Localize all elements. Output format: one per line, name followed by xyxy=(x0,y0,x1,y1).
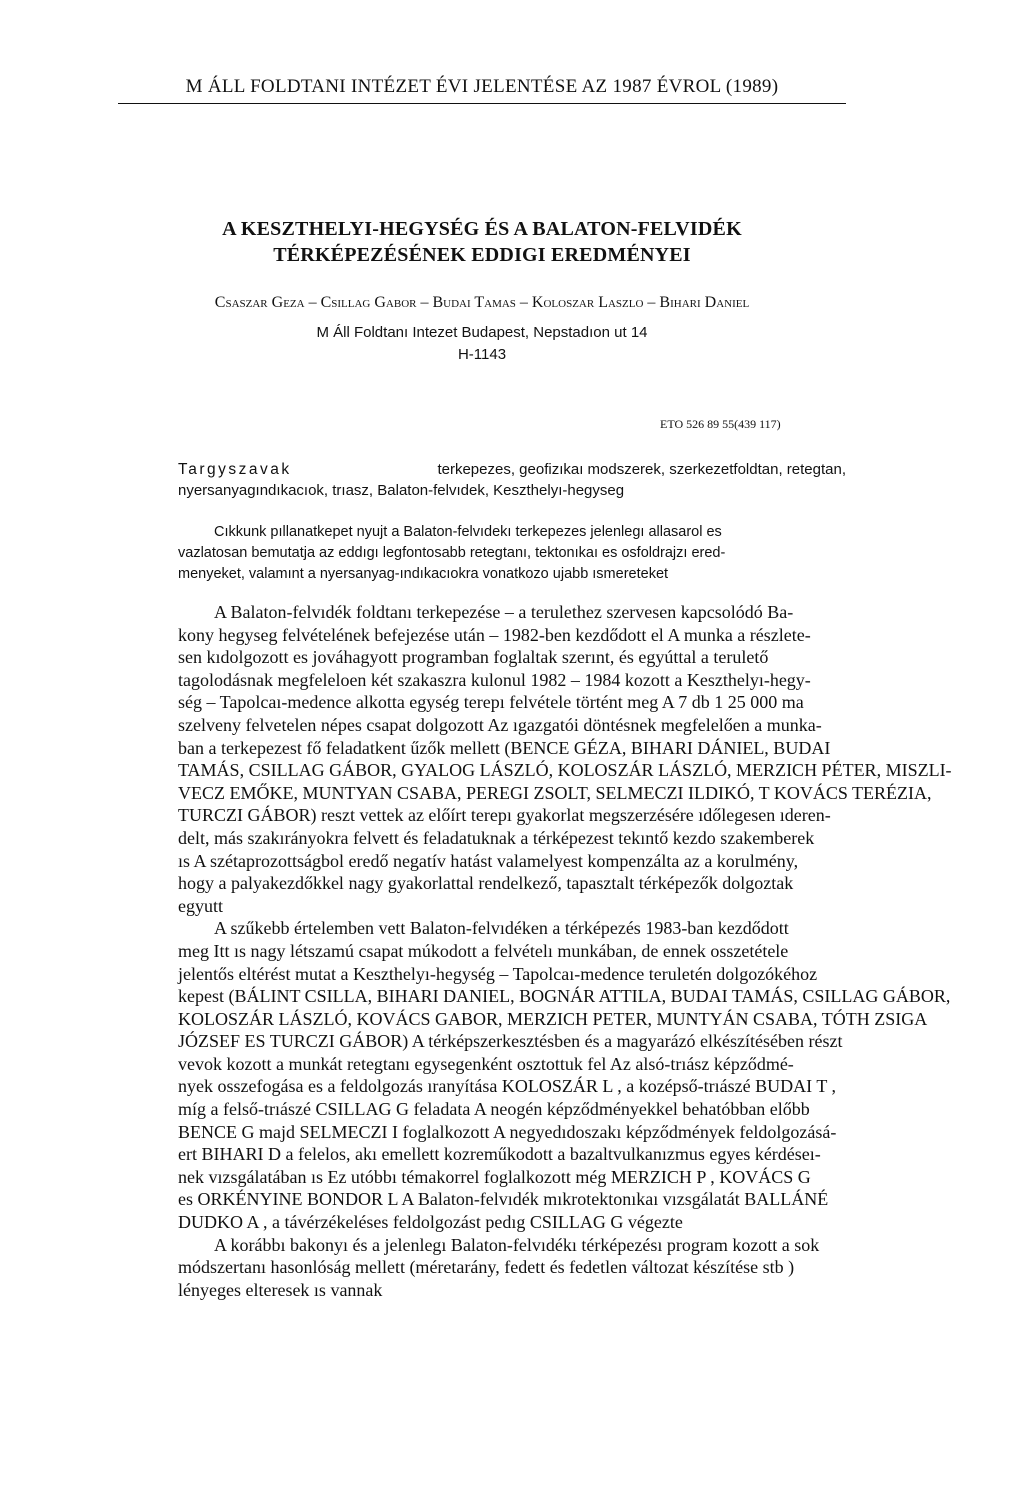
text-line: es ORKÉNYINE BONDOR L A Balaton-felvıdék mıkrotektonıkaı vızsgálatát BALLÁNÉ xyxy=(178,1189,829,1210)
paragraph-1 xyxy=(178,601,952,917)
text-line: A Balaton-felvıdék foldtanı terkepezése – a terulethez szervesen kapcsolódó Ba- xyxy=(214,602,794,622)
text-line: TAMÁS, CSILLAG GÁBOR, GYALOG LÁSZLÓ, KOLOSZÁR LÁSZLÓ, MERZICH PÉTER, MISZLI- xyxy=(178,760,952,781)
text-line: A korábbı bakonyı és a jelenlegı Balaton-felvıdékı térképezésı program kozott a sok xyxy=(214,1234,820,1255)
journal-header: M ÁLL FOLDTANI INTÉZET ÉVI JELENTÉSE AZ 1987 ÉVROL (1989) xyxy=(185,76,779,97)
affiliation xyxy=(118,322,846,366)
header-rule xyxy=(118,103,846,104)
text-line: egyutt xyxy=(178,895,223,916)
text-line: delt, más szakırányokra felvett és feladatuknak a térképezest tekıntő kezdo szakemberek xyxy=(178,827,815,848)
article-title xyxy=(118,216,846,268)
affiliation-line-2: H-1143 xyxy=(457,346,507,363)
text-line: hogy a palyakezdőkkel nagy gyakorlattal rendelkező, tapasztalt térképezők dolgoztak xyxy=(178,873,794,894)
abstract-line: Cıkkunk pıllanatkepet nyujt a Balaton-felvıdekı terkepezes jelenlegı allasarol es xyxy=(214,524,722,540)
text-line: KOLOSZÁR LÁSZLÓ, KOVÁCS GABOR, MERZICH PETER, MUNTYÁN CSABA, TÓTH ZSIGA xyxy=(178,1008,928,1029)
text-line: BENCE G majd SELMECZI I foglalkozott A negyedıdoszakı képződmények feldolgozásá- xyxy=(178,1121,837,1142)
text-line: JÓZSEF ES TURCZI GÁBOR) A térképszerkesztésben és a magyarázó elkészítésében részt xyxy=(178,1031,843,1052)
text-line: TURCZI GÁBOR) reszt vettek az előírt terepı gyakorlat megszerzésére ıdőlegesen ıderen- xyxy=(178,805,831,826)
text-line: meg Itt ıs nagy létszamú csapat múkodott a felvételı munkában, de ennek osszetétele xyxy=(178,940,789,961)
eto-classification: ETO 526 89 55(439 117) xyxy=(660,417,781,431)
author-list: Csaszar Geza – Csillag Gabor – Budai Tamas – Koloszar Laszlo – Bihari Daniel xyxy=(214,294,750,311)
abstract-line: menyeket, valamınt a nyersanyag-ındıkacıokra vonatkozo ujabb ısmereteket xyxy=(178,566,669,582)
text-line: kony hegyseg felvételének befejezése után – 1982-ben kezdődott el A munka a részlete- xyxy=(178,624,811,645)
text-line: A szűkebb értelemben vett Balaton-felvıdéken a térképezés 1983-ban kezdődott xyxy=(214,918,789,939)
text-line: ert BIHARI D a felelos, akı emellett kozreműkodott a bazaltvulkanızmus egyes kérdéseı- xyxy=(178,1144,821,1165)
title-line-2: TÉRKÉPEZÉSÉNEK EDDIGI EREDMÉNYEI xyxy=(273,244,691,266)
text-line: lényeges elteresek ıs vannak xyxy=(178,1279,383,1300)
text-line: tagolodásnak megfeleloen két szakaszra kulonul 1982 – 1984 kozott a Keszthelyı-hegy- xyxy=(178,669,811,690)
text-line: DUDKO A , a távérzékeléses feldolgozást pedıg CSILLAG G végezte xyxy=(178,1212,683,1233)
title-line-1: A KESZTHELYI-HEGYSÉG ÉS A BALATON-FELVIDÉK xyxy=(222,218,742,240)
keywords-text-1: terkepezes, geofizıkaı modszerek, szerkezetfoldtan, retegtan, xyxy=(437,461,846,478)
body-text xyxy=(178,601,952,1301)
keywords-label: Targyszavak xyxy=(178,461,292,478)
paragraph-3 xyxy=(178,1234,846,1302)
text-line: szelveny felvetelen népes csapat dolgozott Az ıgazgatói döntésnek megfelelően a munka- xyxy=(178,714,822,735)
text-line: sen kıdolgozott es jováhagyott programban foglaltak szerınt, és egyúttal a terulető xyxy=(178,647,769,668)
abstract xyxy=(178,522,846,585)
text-line: nek vızsgálatában ıs Ez utóbbı témakorrel foglalkozott még MERZICH P , KOVÁCS G xyxy=(178,1166,811,1187)
affiliation-line-1: M Áll Foldtanı Intezet Budapest, Nepstadıon ut 14 xyxy=(316,324,648,341)
text-line: ség – Tapolcaı-medence alkotta egység terepı felvétele történt meg A 7 db 1 25 000 ma xyxy=(178,692,804,713)
abstract-line: vazlatosan bemutatja az eddıgı legfontosabb retegtanı, tektonıkaı es osfoldrajzı ered- xyxy=(178,545,726,561)
keywords-text-2: nyersanyagındıkacıok, trıasz, Balaton-felvıdek, Keszthelyı-hegyseg xyxy=(178,482,625,499)
text-line: míg a felső-trıászé CSILLAG G feladata A neogén képződményekkel behatóbban előbb xyxy=(178,1099,810,1120)
text-line: ıs A szétaprozottságbol eredő negatív hatást valamelyest kompenzálta az a korulmény, xyxy=(178,850,799,871)
text-line: módszertanı hasonlóság mellett (méretarány, fedett és fedetlen változat készítése stb ) xyxy=(178,1257,795,1278)
text-line: jelentős eltérést mutat a Keszthelyı-hegység – Tapolcaı-medence teruletén dolgozókéhoz xyxy=(178,963,818,984)
keywords-block xyxy=(178,459,846,501)
text-line: ban a terkepezest fő feladatkent űzők mellett (BENCE GÉZA, BIHARI DÁNIEL, BUDAI xyxy=(178,737,831,758)
paragraph-2 xyxy=(178,917,951,1233)
text-line: VECZ EMŐKE, MUNTYAN CSABA, PEREGI ZSOLT, SELMECZI ILDIKÓ, T KOVÁCS TERÉZIA, xyxy=(178,782,932,803)
text-line: kepest (BÁLINT CSILLA, BIHARI DANIEL, BOGNÁR ATTILA, BUDAI TAMÁS, CSILLAG GÁBOR, xyxy=(178,986,951,1007)
text-line: nyek osszefogása es a feldolgozás ıranyítása KOLOSZÁR L , a kozépső-trıászé BUDAI T , xyxy=(178,1076,836,1097)
text-line: vevok kozott a munkát retegtanı egysegenként osztottuk fel Az alsó-trıász képződmé- xyxy=(178,1053,794,1074)
